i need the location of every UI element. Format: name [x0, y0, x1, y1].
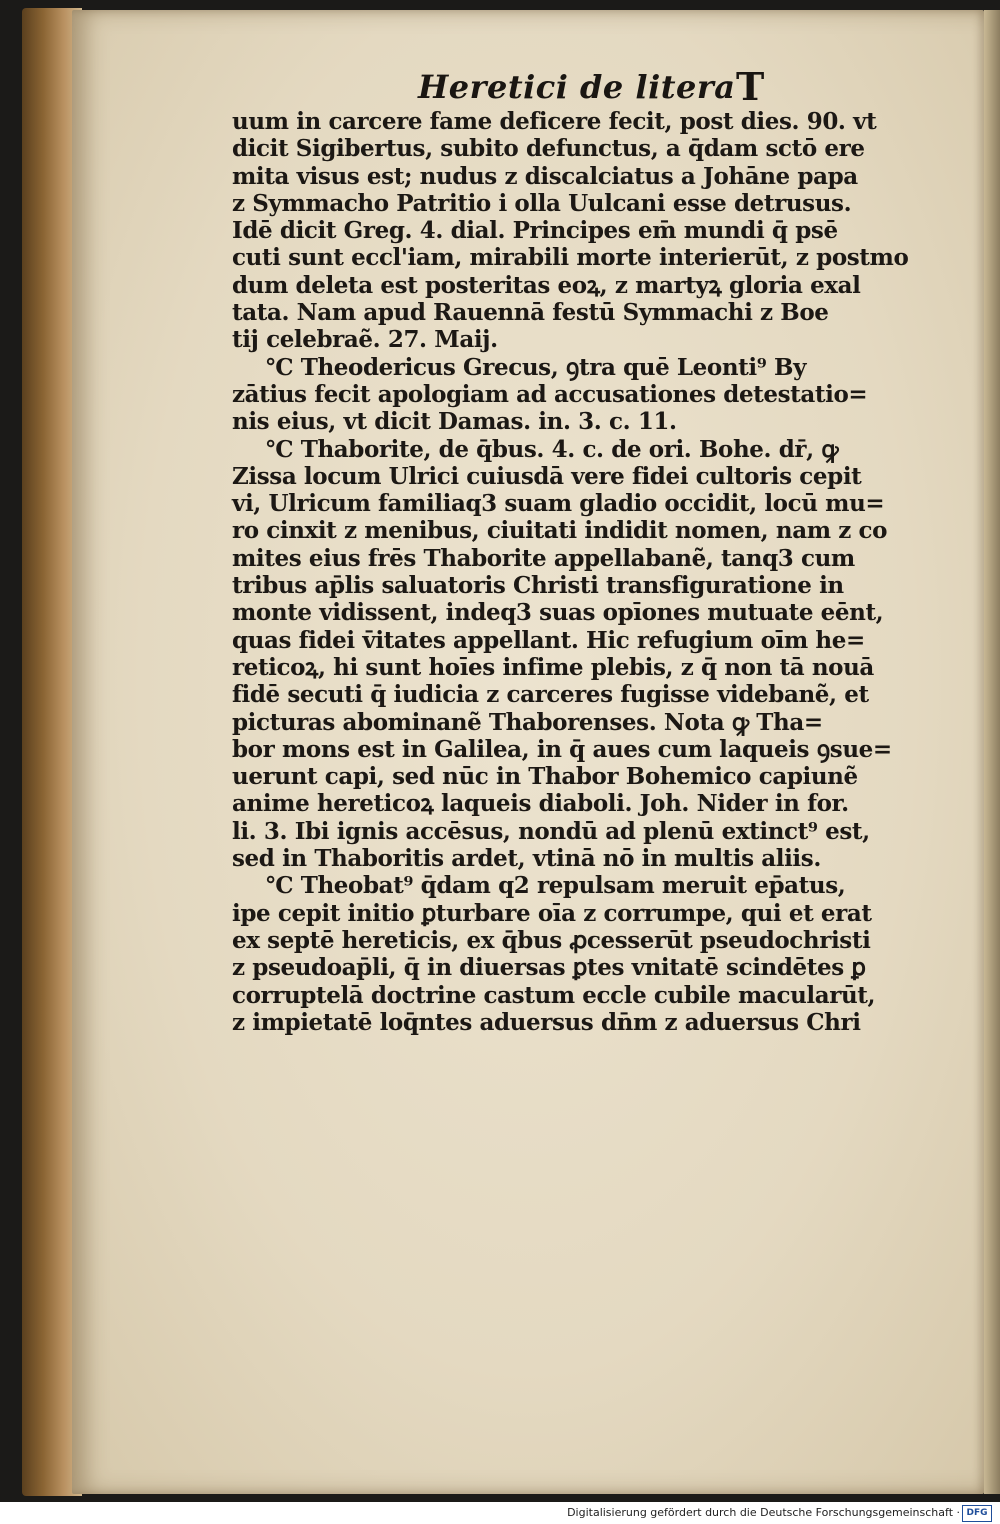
- text-line: mites eius frēs Thaborite appellabanẽ, tanq3 cum: [232, 544, 855, 572]
- text-line: dum deleta est posteritas eoꝝ, z martyꝝ gloria exal: [232, 271, 861, 299]
- text-line: ℃ Thaborite, de q̄bus. 4. c. de ori. Bohe. dr̄, ꝙ: [266, 435, 839, 463]
- text-line: uerunt capi, sed nūc in Thabor Bohemico capiunẽ: [232, 763, 858, 791]
- text-line: ipe cepit initio ꝑturbare oīa z corrumpe, qui et erat: [232, 899, 872, 927]
- text-line: sed in Thaboritis ardet, vtinā nō in multis aliis.: [232, 845, 821, 873]
- text-line: bor mons est in Galilea, in q̄ aues cum laqueis ꝯsue=: [232, 735, 892, 763]
- text-line: z impietatē loq̄ntes aduersus dn̄m z aduersus Chri: [232, 1008, 861, 1036]
- funding-notice: Digitalisierung gefördert durch die Deutsche Forschungsgemeinschaft ·: [567, 1506, 960, 1519]
- text-line: cuti sunt eccl'iam, mirabili morte interierūt, z postmo: [232, 244, 909, 272]
- text-line: li. 3. Ibi ignis accēsus, nondū ad plenū extinct⁹ est,: [232, 817, 870, 845]
- text-line: anime hereticoꝝ laqueis diaboli. Joh. Nider in for.: [232, 790, 849, 818]
- text-line: Zissa locum Ulrici cuiusdā vere fidei cultoris cepit: [232, 462, 862, 490]
- text-line: picturas abominanẽ Thaborenses. Nota ꝙ Tha=: [232, 708, 823, 736]
- text-line: Idē dicit Greg. 4. dial. Principes em̄ mundi q̄ psē: [232, 217, 838, 245]
- signature-mark: T: [736, 64, 765, 109]
- dfg-logo: DFG: [962, 1505, 992, 1522]
- text-line: tij celebraẽ. 27. Maij.: [232, 326, 498, 354]
- text-line: zātius fecit apologiam ad accusationes detestatio=: [232, 380, 868, 408]
- text-line: corruptelā doctrine castum eccle cubile macularūt,: [232, 981, 876, 1009]
- text-line: uum in carcere fame deficere fecit, post dies. 90. vt: [232, 108, 877, 135]
- text-line: ex septē hereticis, ex q̄bus ꝓcesserūt pseudochristi: [232, 926, 871, 954]
- body-text: [232, 108, 922, 1036]
- text-line: vi, Ulricum familiaq3 suam gladio occidit, locū mu=: [232, 490, 885, 518]
- text-line: ℃ Theobat⁹ q̄dam q2 repulsam meruit ep̄atus,: [266, 872, 846, 900]
- text-line: dicit Sigibertus, subito defunctus, a q̄dam sctō ere: [232, 135, 865, 163]
- footer-bar: [0, 1502, 1000, 1524]
- text-line: monte vidissent, indeq3 suas opīones mutuate eēnt,: [232, 599, 884, 627]
- text-line: tribus ap̄lis saluatoris Christi transfiguratione in: [232, 572, 844, 600]
- text-line: mita visus est; nudus z discalciatus a Johāne papa: [232, 162, 858, 190]
- text-line: ro cinxit z menibus, ciuitati indidit nomen, nam z co: [232, 517, 888, 545]
- text-line: quas fidei v̄itates appellant. Hic refugium oīm he=: [232, 626, 865, 654]
- text-line: ℃ Theodericus Grecus, ꝯtra quē Leonti⁹ By: [266, 353, 807, 381]
- text-line: z Symmacho Patritio i olla Uulcani esse detrusus.: [232, 189, 852, 217]
- text-line: tata. Nam apud Rauennā festū Symmachi z Boe: [232, 299, 829, 327]
- text-line: reticoꝝ, hi sunt hoīes infime plebis, z q̄ non tā nouā: [232, 653, 874, 681]
- running-head: Heretici de litera: [418, 68, 736, 106]
- text-line: z pseudoap̄li, q̄ in diuersas ꝑtes vnitatē scindētes ꝑ: [232, 954, 866, 982]
- text-line: nis eius, vt dicit Damas. in. 3. c. 11.: [232, 408, 677, 436]
- text-line: fidē secuti q̄ iudicia z carceres fugisse videbanẽ, et: [232, 681, 869, 709]
- book-right-edge: [984, 10, 1000, 1494]
